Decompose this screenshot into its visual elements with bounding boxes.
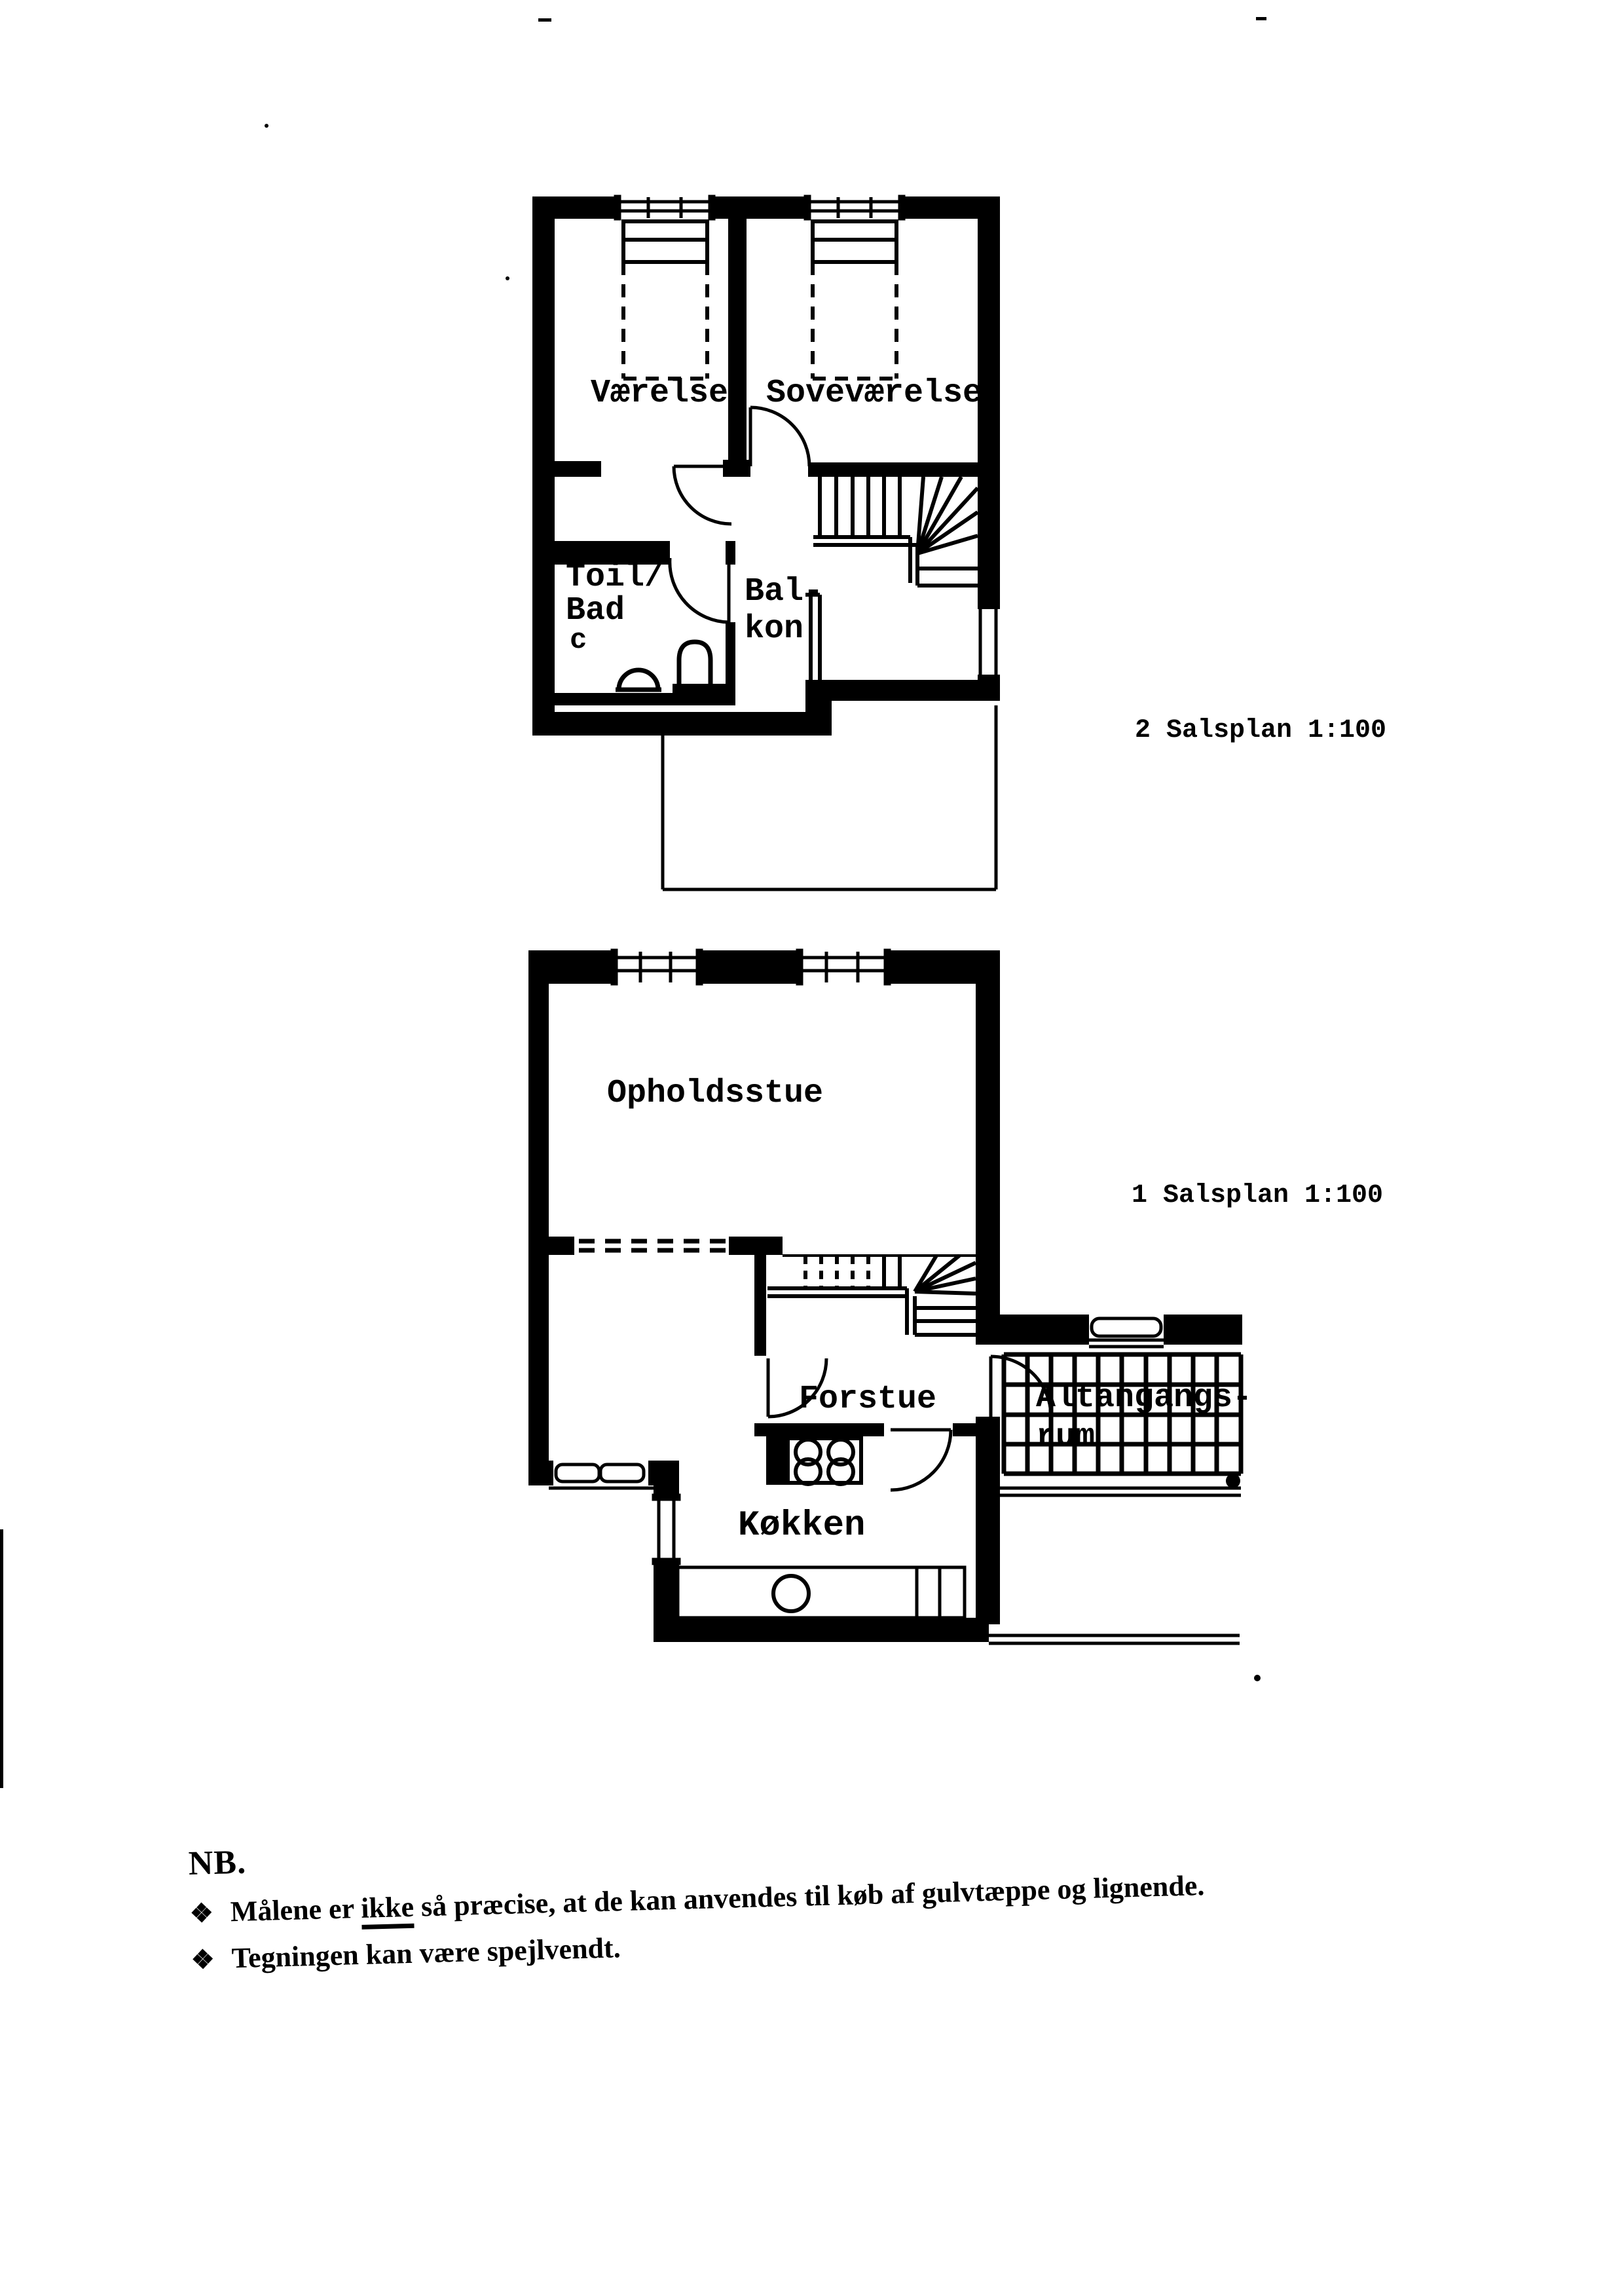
room-label-altangang-1: Altangangs- [1036, 1379, 1253, 1417]
balcony-railing [982, 1474, 1241, 1539]
kitchen-counter [678, 1567, 965, 1618]
room-label-forstue: Forstue [799, 1381, 937, 1418]
bed-icon [813, 221, 896, 379]
window-icon [549, 1465, 655, 1488]
room-label-altangang-2: rum [1036, 1419, 1096, 1456]
bed-icon [623, 221, 707, 379]
sink-icon [679, 642, 710, 690]
room-label-toil: Toil/ [566, 559, 665, 596]
plan-title-1-sal: 1 Salsplan 1:100 [1132, 1181, 1384, 1210]
window-icon [1089, 1318, 1164, 1347]
plan-1-sal [528, 950, 1242, 1643]
staircase [767, 1256, 976, 1335]
scan-artifacts [0, 17, 1266, 1788]
bullet-icon: ❖ [189, 1897, 214, 1928]
note-text-after: så præcise, at de kan anvendes til køb af gulvtæppe og lignende. [413, 1869, 1205, 1923]
room-label-bad: Bad [566, 592, 625, 629]
room-label-balkon-1: Bal- [745, 573, 824, 610]
note-text: Tegningen kan være spejlvendt. [231, 1931, 621, 1975]
exterior-path-lines [989, 1635, 1240, 1643]
staircase [813, 477, 978, 586]
room-label-opholdsstue: Opholdsstue [607, 1075, 824, 1112]
bullet-icon: ❖ [191, 1944, 215, 1975]
note-text-underlined: ikke [361, 1891, 415, 1930]
stove-icon [788, 1438, 861, 1484]
walls-upper-plan [532, 196, 1000, 736]
window-icon [980, 609, 996, 675]
kitchen-sink-icon [773, 1576, 809, 1611]
room-label-koekken: Køkken [738, 1506, 866, 1546]
dashed-divider [579, 1241, 726, 1250]
note-text-before: Målene er [230, 1892, 361, 1928]
room-label-sovevaerelse: Soveværelse [766, 375, 983, 412]
notes-heading: NB. [188, 1843, 247, 1882]
room-label-vaerelse: Værelse [591, 375, 729, 412]
plan-title-2-sal: 2 Salsplan 1:100 [1135, 716, 1387, 745]
plan-2-sal [532, 196, 1000, 889]
room-label-balkon-2: kon [745, 610, 804, 648]
toilet-icon [616, 670, 661, 690]
window-icon [654, 1495, 679, 1563]
room-label-closet: c [570, 624, 587, 657]
